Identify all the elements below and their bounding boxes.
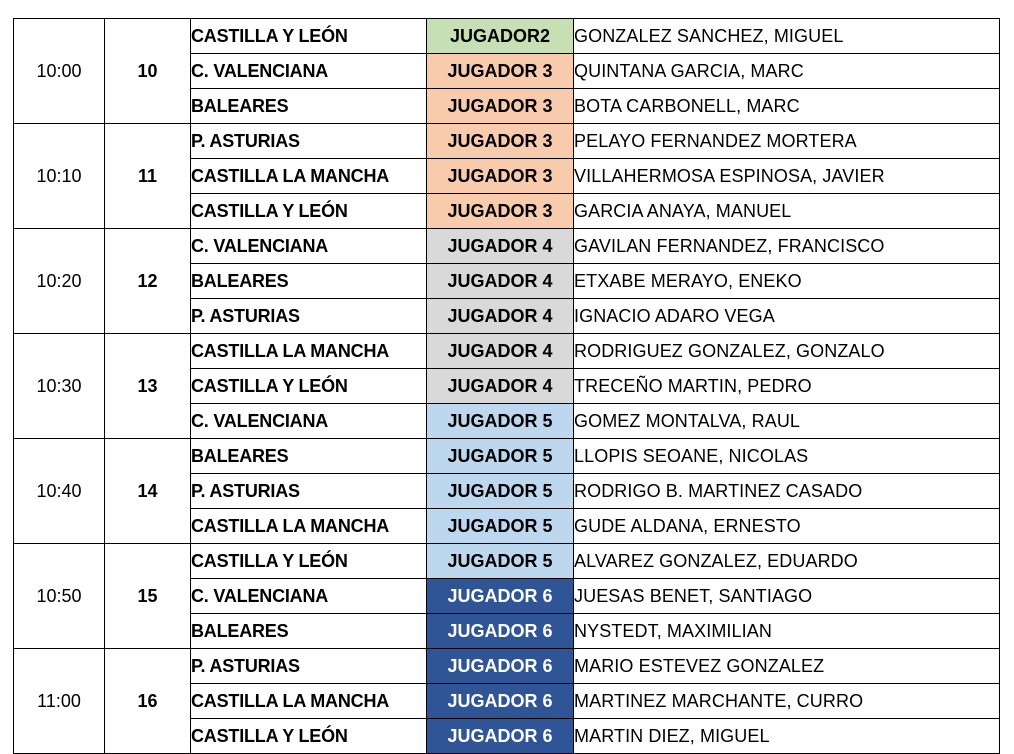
player-slot-cell: JUGADOR 6 xyxy=(427,719,574,754)
player-name-cell: RODRIGO B. MARTINEZ CASADO xyxy=(574,474,1000,509)
time-cell: 11:00 xyxy=(14,649,105,754)
region-cell: CASTILLA Y LEÓN xyxy=(191,369,427,404)
table-row xyxy=(14,649,1000,684)
player-slot-cell: JUGADOR 5 xyxy=(427,544,574,579)
group-number-cell: 11 xyxy=(105,124,191,229)
table-row xyxy=(14,124,1000,159)
time-cell: 10:00 xyxy=(14,19,105,124)
region-cell: P. ASTURIAS xyxy=(191,299,427,334)
player-name-cell: MARTIN DIEZ, MIGUEL xyxy=(574,719,1000,754)
player-slot-cell: JUGADOR 6 xyxy=(427,649,574,684)
group-number-cell: 13 xyxy=(105,334,191,439)
player-name-cell: GUDE ALDANA, ERNESTO xyxy=(574,509,1000,544)
player-slot-cell: JUGADOR2 xyxy=(427,19,574,54)
group-number-cell: 15 xyxy=(105,544,191,649)
player-name-cell: RODRIGUEZ GONZALEZ, GONZALO xyxy=(574,334,1000,369)
time-cell: 10:20 xyxy=(14,229,105,334)
region-cell: P. ASTURIAS xyxy=(191,474,427,509)
player-name-cell: ALVAREZ GONZALEZ, EDUARDO xyxy=(574,544,1000,579)
table-row xyxy=(14,19,1000,54)
region-cell: CASTILLA LA MANCHA xyxy=(191,509,427,544)
player-slot-cell: JUGADOR 3 xyxy=(427,54,574,89)
region-cell: C. VALENCIANA xyxy=(191,54,427,89)
player-name-cell: QUINTANA GARCIA, MARC xyxy=(574,54,1000,89)
region-cell: BALEARES xyxy=(191,614,427,649)
table-row xyxy=(14,334,1000,369)
region-cell: BALEARES xyxy=(191,89,427,124)
player-slot-cell: JUGADOR 3 xyxy=(427,159,574,194)
time-cell: 10:40 xyxy=(14,439,105,544)
time-cell: 10:50 xyxy=(14,544,105,649)
time-cell: 10:10 xyxy=(14,124,105,229)
region-cell: BALEARES xyxy=(191,439,427,474)
player-name-cell: ETXABE MERAYO, ENEKO xyxy=(574,264,1000,299)
player-slot-cell: JUGADOR 4 xyxy=(427,334,574,369)
time-cell: 10:30 xyxy=(14,334,105,439)
player-slot-cell: JUGADOR 5 xyxy=(427,509,574,544)
region-cell: C. VALENCIANA xyxy=(191,579,427,614)
player-slot-cell: JUGADOR 5 xyxy=(427,404,574,439)
player-slot-cell: JUGADOR 3 xyxy=(427,89,574,124)
player-name-cell: GONZALEZ SANCHEZ, MIGUEL xyxy=(574,19,1000,54)
table-row xyxy=(14,439,1000,474)
player-slot-cell: JUGADOR 3 xyxy=(427,124,574,159)
group-number-cell: 14 xyxy=(105,439,191,544)
player-slot-cell: JUGADOR 3 xyxy=(427,194,574,229)
player-name-cell: TRECEÑO MARTIN, PEDRO xyxy=(574,369,1000,404)
group-number-cell: 12 xyxy=(105,229,191,334)
region-cell: C. VALENCIANA xyxy=(191,404,427,439)
group-number-cell: 10 xyxy=(105,19,191,124)
player-name-cell: GOMEZ MONTALVA, RAUL xyxy=(574,404,1000,439)
player-slot-cell: JUGADOR 4 xyxy=(427,369,574,404)
region-cell: CASTILLA LA MANCHA xyxy=(191,334,427,369)
table-row xyxy=(14,229,1000,264)
player-slot-cell: JUGADOR 6 xyxy=(427,579,574,614)
player-slot-cell: JUGADOR 4 xyxy=(427,299,574,334)
player-name-cell: GARCIA ANAYA, MANUEL xyxy=(574,194,1000,229)
player-slot-cell: JUGADOR 6 xyxy=(427,614,574,649)
player-slot-cell: JUGADOR 5 xyxy=(427,474,574,509)
player-name-cell: PELAYO FERNANDEZ MORTERA xyxy=(574,124,1000,159)
player-name-cell: NYSTEDT, MAXIMILIAN xyxy=(574,614,1000,649)
region-cell: CASTILLA Y LEÓN xyxy=(191,19,427,54)
player-slot-cell: JUGADOR 6 xyxy=(427,684,574,719)
player-name-cell: GAVILAN FERNANDEZ, FRANCISCO xyxy=(574,229,1000,264)
schedule-body xyxy=(14,19,1000,754)
region-cell: CASTILLA LA MANCHA xyxy=(191,159,427,194)
region-cell: CASTILLA LA MANCHA xyxy=(191,684,427,719)
table-row xyxy=(14,544,1000,579)
player-name-cell: VILLAHERMOSA ESPINOSA, JAVIER xyxy=(574,159,1000,194)
group-number-cell: 16 xyxy=(105,649,191,754)
region-cell: BALEARES xyxy=(191,264,427,299)
player-name-cell: IGNACIO ADARO VEGA xyxy=(574,299,1000,334)
player-slot-cell: JUGADOR 4 xyxy=(427,229,574,264)
region-cell: P. ASTURIAS xyxy=(191,124,427,159)
player-name-cell: MARTINEZ MARCHANTE, CURRO xyxy=(574,684,1000,719)
region-cell: CASTILLA Y LEÓN xyxy=(191,544,427,579)
region-cell: C. VALENCIANA xyxy=(191,229,427,264)
region-cell: CASTILLA Y LEÓN xyxy=(191,719,427,754)
region-cell: P. ASTURIAS xyxy=(191,649,427,684)
player-name-cell: MARIO ESTEVEZ GONZALEZ xyxy=(574,649,1000,684)
region-cell: CASTILLA Y LEÓN xyxy=(191,194,427,229)
player-name-cell: JUESAS BENET, SANTIAGO xyxy=(574,579,1000,614)
player-name-cell: BOTA CARBONELL, MARC xyxy=(574,89,1000,124)
schedule-table xyxy=(13,18,1000,754)
player-name-cell: LLOPIS SEOANE, NICOLAS xyxy=(574,439,1000,474)
player-slot-cell: JUGADOR 5 xyxy=(427,439,574,474)
player-slot-cell: JUGADOR 4 xyxy=(427,264,574,299)
